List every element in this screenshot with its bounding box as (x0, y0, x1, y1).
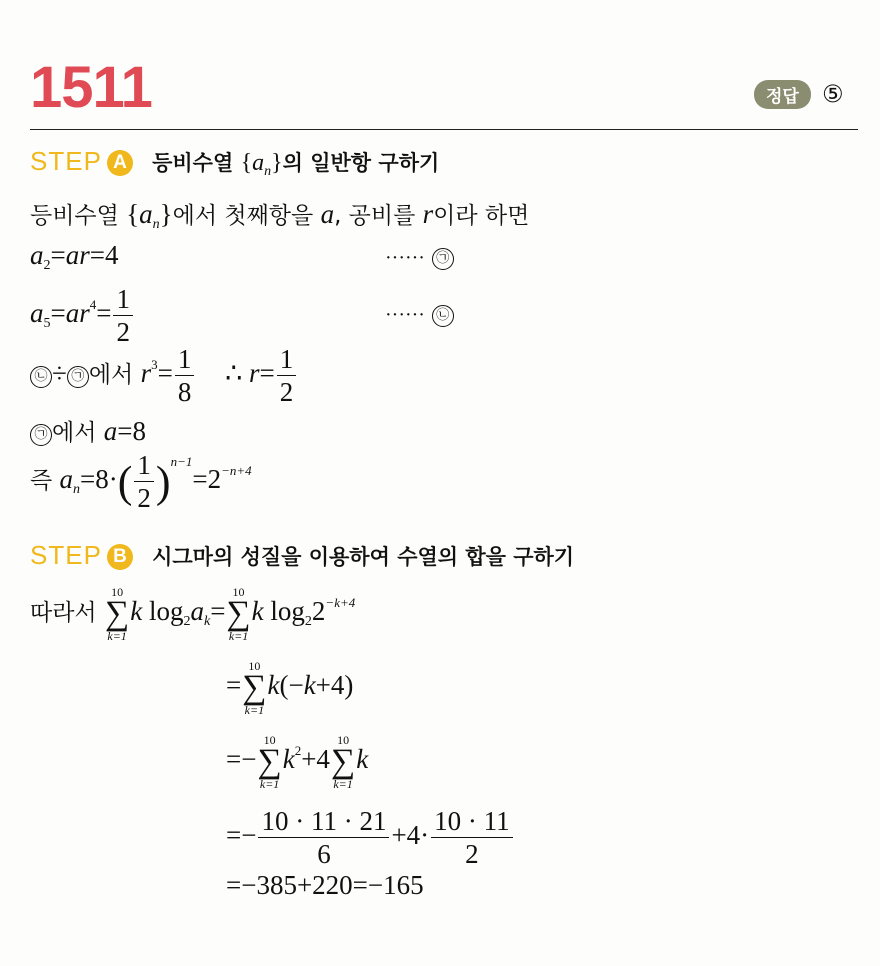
equation-3: ㉡ ÷ ㉠ 에서 $r^3=$ $\frac{1}{8}$ ∴ r= $\frac{1}{2}$ (30, 346, 298, 406)
step-a-badge: A (107, 150, 133, 176)
step-a-heading (30, 146, 439, 180)
sum-line-3: =− 10 ∑ k=1 $k^2+4$ 10 ∑ k=1 k (226, 733, 369, 791)
answer-value: ⑤ (821, 80, 844, 108)
step-a-word: STEP (30, 146, 102, 176)
sum-line-final: =−385+220=−165 (226, 870, 424, 900)
equation-1: $a_2=ar=4$ (30, 240, 119, 273)
answer-area (754, 80, 843, 109)
step-b-heading (30, 540, 574, 571)
equation-5: 즉 $a_n=8\cdot$( $\frac{1}{2}$ )$^{n-1}=2^{-n+4}$ (30, 450, 252, 513)
equation-4: ㉠ 에서 a=8 (30, 414, 146, 447)
step-b-badge: B (107, 544, 133, 570)
sum-line-4: =− $\frac{10 \cdot 11 \cdot 21}{6}$ +4· $\frac{10 \cdot 11}{2}$ (226, 808, 515, 868)
line-setup: 등비수열 $\{a_n\}$에서 첫째항을 a, 공비를 r이라 하면 (30, 199, 530, 232)
sum-line-2: = 10 ∑ k=1 k(−k+4) (226, 659, 354, 717)
problem-number: 1511 (30, 55, 152, 120)
step-b-word: STEP (30, 540, 102, 570)
answer-badge: 정답 (754, 80, 811, 109)
sum-line-1: 따라서 10 ∑ k=1 k $\log_2a_k=$ 10 ∑ k=1 k $\log_22^{-k+4}$ (30, 585, 356, 643)
header-divider (30, 129, 858, 130)
step-b-title: 시그마의 성질을 이용하여 수열의 합을 구하기 (152, 545, 575, 569)
marker-2: ······ ㉡ (385, 297, 454, 328)
equation-2: $a_5=ar^4=$ $\frac{1}{2}$ (30, 286, 135, 346)
step-a-title: 등비수열 $\{a_n\}$의 일반항 구하기 (152, 150, 440, 179)
marker-1: ······ ㉠ (385, 240, 454, 271)
